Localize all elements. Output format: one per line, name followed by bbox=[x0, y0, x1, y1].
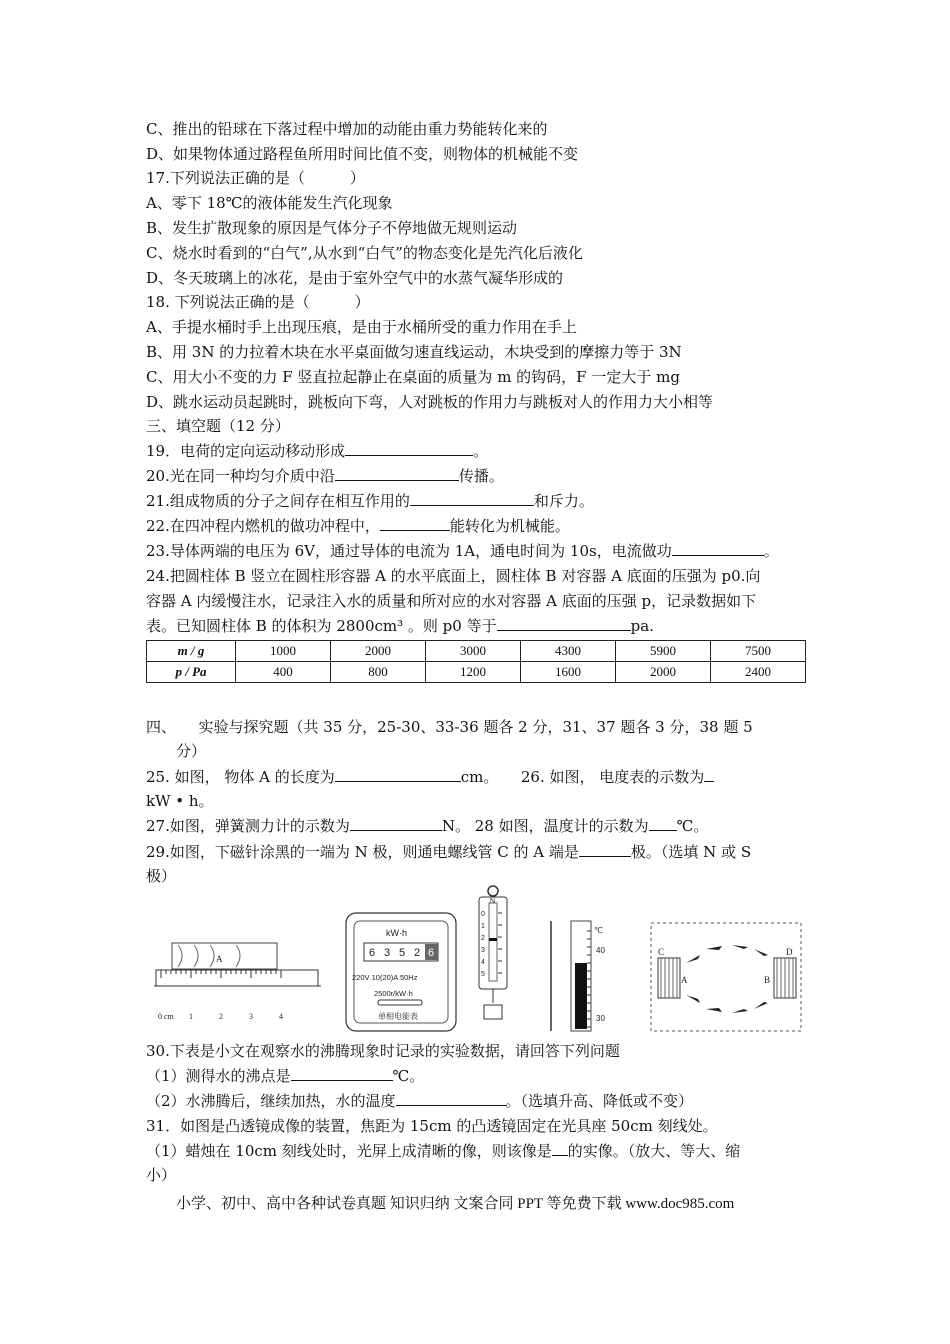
section-3-heading: 三、填空题（12 分） bbox=[146, 417, 290, 435]
q18-option-b: B、用 3N 的力拉着木块在水平桌面做匀速直线运动，木块受到的摩擦力等于 3N bbox=[146, 343, 682, 361]
table-cell: 5900 bbox=[616, 641, 711, 662]
meter-digit: 2 bbox=[414, 947, 421, 959]
thermo-scale-label: 30 bbox=[596, 1014, 605, 1023]
question-24-line3 bbox=[146, 616, 654, 636]
q23-text: 23.导体两端的电压为 6V，通过导体的电流为 1A，通电时间为 10s，电流做功 bbox=[146, 542, 672, 560]
question-19 bbox=[146, 441, 488, 461]
q20-blank[interactable] bbox=[335, 466, 459, 481]
energy-meter-figure bbox=[346, 913, 456, 1031]
q30-part2 bbox=[146, 1091, 693, 1111]
q22-text: 22.在四冲程内燃机的做功冲程中， bbox=[146, 517, 380, 535]
question-18: 18. 下列说法正确的是（ ） bbox=[146, 293, 370, 311]
table-row-mass bbox=[147, 641, 806, 662]
q26-blank[interactable] bbox=[704, 767, 714, 782]
q25-blank[interactable] bbox=[335, 767, 461, 782]
q31-1-blank[interactable] bbox=[552, 1141, 568, 1156]
q25-text: 25. 如图， 物体 A 的长度为 bbox=[146, 768, 335, 786]
question-27-28 bbox=[146, 816, 708, 836]
q17-option-b: B、发生扩散现象的原因是气体分子不停地做无规则运动 bbox=[146, 219, 518, 237]
q24-blank[interactable] bbox=[497, 616, 631, 631]
table-cell: 800 bbox=[331, 662, 426, 683]
meter-digit-decimal: 6 bbox=[428, 947, 435, 959]
meter-unit: kW·h bbox=[386, 928, 407, 938]
table-cell: 1000 bbox=[236, 641, 331, 662]
q30-1-end: ℃。 bbox=[392, 1067, 425, 1085]
option-d-line: D、如果物体通过路程鱼所用时间比值不变，则物体的机械能不变 bbox=[146, 145, 579, 163]
ruler-tick-label: 2 bbox=[219, 1012, 223, 1021]
table-cell: 400 bbox=[236, 662, 331, 683]
meter-digit: 6 bbox=[369, 947, 376, 959]
question-31: 31．如图是凸透镜成像的装置，焦距为 15cm 的凸透镜固定在光具座 50cm 刻线处。 bbox=[146, 1117, 718, 1135]
q20-end: 传播。 bbox=[458, 467, 504, 485]
q31-part1-cont: 小） bbox=[146, 1166, 177, 1184]
q22-blank[interactable] bbox=[380, 516, 450, 531]
thermo-unit: ℃ bbox=[594, 926, 603, 935]
object-a-label: A bbox=[216, 954, 223, 964]
spring-scale-figure bbox=[479, 886, 507, 1019]
q28-blank[interactable] bbox=[649, 816, 677, 831]
spring-scale-label: 1 bbox=[481, 923, 485, 930]
option-c-line: C、推出的铅球在下落过程中增加的动能由重力势能转化来的 bbox=[146, 120, 548, 138]
question-29 bbox=[146, 842, 751, 862]
question-23 bbox=[146, 541, 779, 561]
q31-1-end: 的实像。（放大、等大、缩 bbox=[567, 1142, 741, 1160]
pressure-header: p / Pa bbox=[147, 662, 236, 683]
q17-option-c: C、烧水时看到的“白气”,从水到“白气”的物态变化是先汽化后液化 bbox=[146, 244, 583, 262]
solenoid-c-label: C bbox=[658, 947, 665, 957]
q21-blank[interactable] bbox=[410, 491, 534, 506]
table-row-pressure bbox=[147, 662, 806, 683]
q24-text: 表。已知圆柱体 B 的体积为 2800cm³ 。则 p0 等于 bbox=[146, 617, 497, 635]
solenoid-d-label: D bbox=[786, 947, 793, 957]
q19-text: 19．电荷的定向运动移动形成 bbox=[146, 442, 346, 460]
question-24-line2: 容器 A 内缓慢注水，记录注入水的质量和所对应的水对容器 A 底面的压强 p，记录数据如下 bbox=[146, 592, 757, 610]
question-25-26 bbox=[146, 767, 714, 787]
spring-n-label: N bbox=[490, 898, 496, 905]
table-cell: 2400 bbox=[711, 662, 806, 683]
q21-text: 21.组成物质的分子之间存在相互作用的 bbox=[146, 492, 410, 510]
q23-end: 。 bbox=[763, 542, 779, 560]
section-4-heading-cont: 分） bbox=[176, 742, 207, 760]
question-21 bbox=[146, 491, 594, 511]
meter-rate: 2500r/kW·h bbox=[374, 989, 413, 998]
q19-blank[interactable] bbox=[345, 441, 473, 456]
q17-option-d: D、冬天玻璃上的冰花，是由于室外空气中的水蒸气凝华形成的 bbox=[146, 269, 564, 287]
solenoid-figure bbox=[651, 923, 801, 1031]
q28-text: N。 28 如图，温度计的示数为 bbox=[441, 817, 649, 835]
q29-text: 29.如图，下磁针涂黑的一端为 N 极，则通电螺线管 C 的 A 端是 bbox=[146, 843, 579, 861]
question-17: 17.下列说法正确的是（ ） bbox=[146, 169, 365, 187]
page-footer: 小学、初中、高中各种试卷真题 知识归纳 文案合同 PPT 等免费下载 www.doc985.com bbox=[176, 1196, 735, 1212]
q29-cont: 极） bbox=[146, 867, 177, 885]
meter-digit: 3 bbox=[384, 947, 391, 959]
q19-end: 。 bbox=[473, 442, 489, 460]
ruler-tick-label: 3 bbox=[249, 1012, 253, 1021]
table-cell: 2000 bbox=[331, 641, 426, 662]
ruler-figure bbox=[154, 943, 321, 1021]
q26-unit: kW • h。 bbox=[146, 792, 214, 810]
spring-scale-label: 4 bbox=[481, 959, 485, 966]
q31-1-text: （1）蜡烛在 10cm 刻线处时，光屏上成清晰的像，则该像是 bbox=[146, 1142, 552, 1160]
spring-scale-label: 3 bbox=[481, 947, 485, 954]
thermo-scale-label: 40 bbox=[596, 946, 605, 955]
spring-scale-label: 0 bbox=[481, 911, 485, 918]
mass-header: m / g bbox=[147, 641, 236, 662]
q22-end: 能转化为机械能。 bbox=[449, 517, 570, 535]
table-cell: 3000 bbox=[426, 641, 521, 662]
q20-text: 20.光在同一种均匀介质中沿 bbox=[146, 467, 335, 485]
ruler-tick-label: 0 cm bbox=[158, 1012, 174, 1021]
meter-name: 单相电能表 bbox=[378, 1012, 418, 1021]
q27-blank[interactable] bbox=[350, 816, 442, 831]
question-30: 30.下表是小文在观察水的沸腾现象时记录的实验数据，请回答下列问题 bbox=[146, 1042, 620, 1060]
q28-end: ℃。 bbox=[676, 817, 709, 835]
q30-2-text: （2）水沸腾后，继续加热，水的温度 bbox=[146, 1092, 396, 1110]
q31-part1 bbox=[146, 1141, 740, 1161]
q30-1-blank[interactable] bbox=[291, 1066, 393, 1081]
table-cell: 4300 bbox=[521, 641, 616, 662]
meter-digit: 5 bbox=[399, 947, 406, 959]
question-24-line1: 24.把圆柱体 B 竖立在圆柱形容器 A 的水平底面上，圆柱体 B 对容器 A 底面的压强为 p0.向 bbox=[146, 567, 761, 585]
q30-2-end: 。（选填升高、降低或不变） bbox=[505, 1092, 694, 1110]
q30-2-blank[interactable] bbox=[396, 1091, 506, 1106]
table-cell: 1200 bbox=[426, 662, 521, 683]
ruler-tick-label: 1 bbox=[189, 1012, 193, 1021]
q21-end: 和斥力。 bbox=[533, 492, 594, 510]
q23-blank[interactable] bbox=[672, 541, 764, 556]
table-cell: 7500 bbox=[711, 641, 806, 662]
question-22 bbox=[146, 516, 570, 536]
q26-text: cm。 26. 如图， 电度表的示数为 bbox=[460, 768, 705, 786]
solenoid-a-label: A bbox=[681, 975, 688, 985]
q30-1-text: （1）测得水的沸点是 bbox=[146, 1067, 291, 1085]
q18-option-a: A、手提水桶时手上出现压痕，是由于水桶所受的重力作用在手上 bbox=[146, 318, 577, 336]
solenoid-b-label: B bbox=[764, 975, 771, 985]
section-4-heading: 四、 实验与探究题（共 35 分，25-30、33-36 题各 2 分，31、37 题各 3 分，38 题 5 bbox=[146, 718, 753, 736]
table-cell: 2000 bbox=[616, 662, 711, 683]
q18-option-d: D、跳水运动员起跳时，跳板向下弯，人对跳板的作用力与跳板对人的作用力大小相等 bbox=[146, 393, 714, 411]
meter-specs: 220V 10(20)A 50Hz bbox=[352, 973, 418, 982]
pressure-data-table bbox=[146, 640, 806, 683]
table-cell: 1600 bbox=[521, 662, 616, 683]
spring-scale-label: 2 bbox=[481, 935, 485, 942]
question-20 bbox=[146, 466, 504, 486]
q27-text: 27.如图，弹簧测力计的示数为 bbox=[146, 817, 350, 835]
thermometer-figure bbox=[551, 921, 605, 1031]
q17-option-a: A、零下 18℃的液体能发生汽化现象 bbox=[146, 194, 393, 212]
q29-end: 极。（选填 N 或 S bbox=[630, 843, 752, 861]
q18-option-c: C、用大小不变的力 F 竖直拉起静止在桌面的质量为 m 的钩码，F 一定大于 mg bbox=[146, 368, 680, 386]
q24-end: pa. bbox=[630, 617, 654, 635]
spring-scale-label: 5 bbox=[481, 971, 485, 978]
q30-part1 bbox=[146, 1066, 424, 1086]
ruler-tick-label: 4 bbox=[279, 1012, 283, 1021]
experiment-figures bbox=[146, 883, 806, 1033]
q29-blank[interactable] bbox=[579, 842, 631, 857]
